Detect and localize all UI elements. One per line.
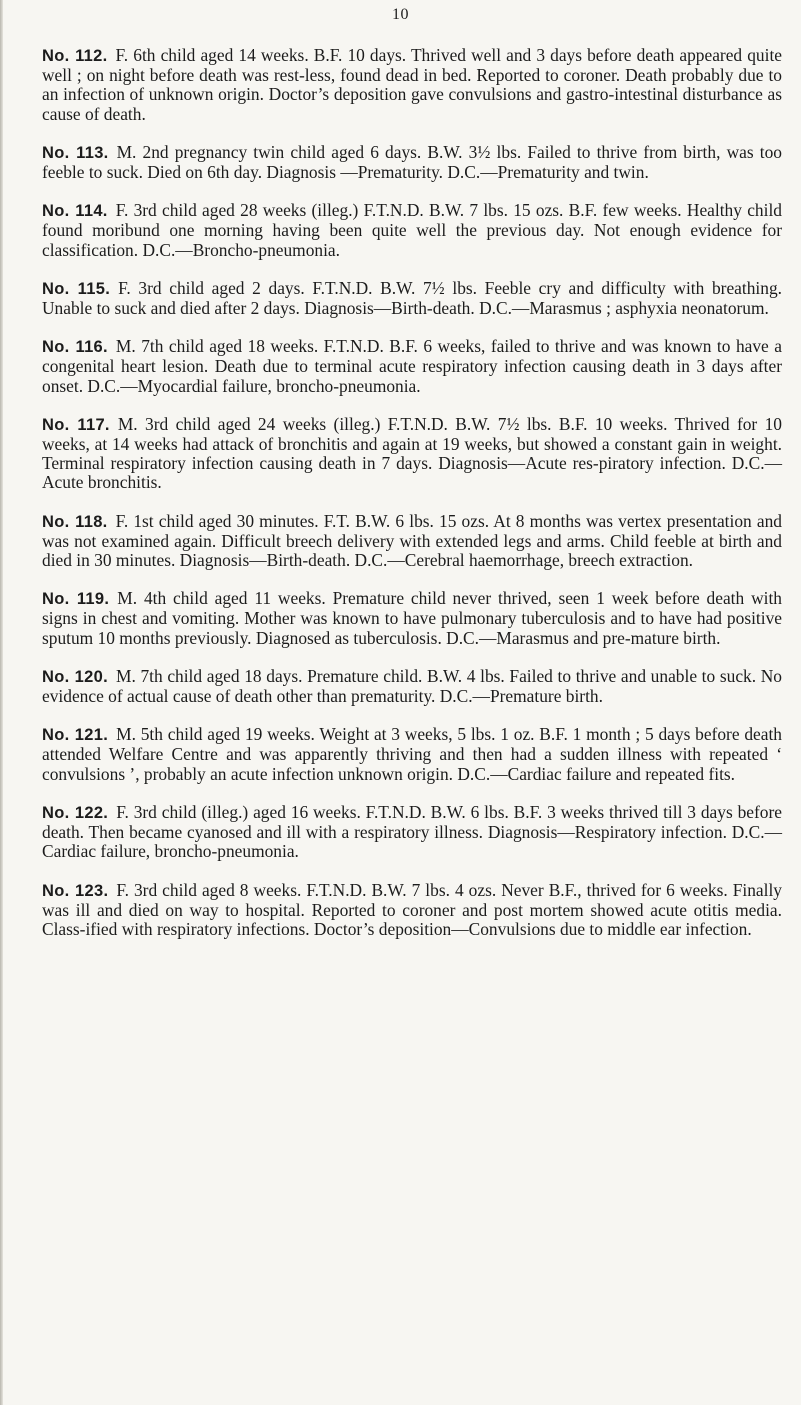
- case-text: F. 3rd child aged 8 weeks. F.T.N.D. B.W. 7 lbs. 4 ozs. Never B.F., thrived for 6 weeks. Finally was ill and died on way to hospital. Reported to coroner and post mortem showed acute otitis media. Class-ified with respiratory infections. Doctor’s deposition—Convulsions due to middle ear infection.: [42, 879, 782, 939]
- case-entry: [42, 143, 782, 182]
- case-text: M. 5th child aged 19 weeks. Weight at 3 weeks, 5 lbs. 1 oz. B.F. 1 month ; 5 days before death attended Welfare Centre and was apparently thriving and then had a sudden illness with repeated ‘ convulsions ’, probably an acute infection unknown origin. D.C.—Cardiac failure and repeated fits.: [42, 724, 782, 784]
- case-number: No. 115.: [42, 279, 111, 298]
- case-number: No. 123.: [42, 881, 109, 900]
- case-text: F. 3rd child aged 28 weeks (illeg.) F.T.N.D. B.W. 7 lbs. 15 ozs. B.F. few weeks. Healthy child found moribund one morning having been quite well the previous day. Not enough evidence for classification. D.C.—Broncho-pneumonia.: [42, 200, 782, 260]
- case-text: F. 1st child aged 30 minutes. F.T. B.W. 6 lbs. 15 ozs. At 8 months was vertex presentation and was not examined again. Difficult breech delivery with extended legs and arms. Child feeble at birth and died in 30 minutes. Diagnosis—Birth-death. D.C.—Cerebral haemorrhage, breech extraction.: [42, 510, 782, 571]
- case-entry: [42, 415, 782, 493]
- case-text: M. 4th child aged 11 weeks. Premature child never thrived, seen 1 week before death with signs in chest and vomiting. Mother was known to have pulmonary tuberculosis and to have had positive sputum 10 months previously. Diagnosed as tuberculosis. D.C.—Marasmus and pre-mature birth.: [42, 588, 782, 648]
- case-entry: [42, 201, 782, 260]
- case-entry: [42, 337, 782, 396]
- case-entry: [42, 881, 782, 940]
- case-entry: [42, 725, 782, 784]
- case-entry: [42, 512, 782, 571]
- case-number: No. 121.: [42, 726, 109, 745]
- case-entry: [42, 667, 782, 706]
- case-entry: [42, 803, 782, 862]
- case-entry: [42, 46, 782, 124]
- page-edge: [0, 0, 3, 1405]
- case-text: F. 3rd child aged 2 days. F.T.N.D. B.W. 7½ lbs. Feeble cry and difficulty with breathing. Unable to suck and died after 2 days. Diagnosis—Birth-death. D.C.—Marasmus ; asphyxia neonatorum.: [42, 277, 782, 319]
- case-number: No. 112.: [42, 47, 108, 65]
- page-number: 10: [392, 6, 409, 23]
- case-entries: [42, 46, 782, 958]
- case-text: M. 2nd pregnancy twin child aged 6 days. B.W. 3½ lbs. Failed to thrive from birth, was too feeble to suck. Died on 6th day. Diagnosis —Prematurity. D.C.—Prematurity and twin.: [42, 141, 782, 183]
- case-number: No. 114.: [42, 202, 108, 221]
- case-number: No. 120.: [42, 667, 108, 686]
- case-number: No. 119.: [42, 590, 110, 609]
- case-text: F. 6th child aged 14 weeks. B.F. 10 days. Thrived well and 3 days before death appeared quite well ; on night before death was rest-less, found dead in bed. Reported to coroner. Death probably due to an infection of unknown origin. Doctor’s deposition gave convulsions and gastro-intestinal disturbance as cause of death.: [42, 45, 782, 124]
- case-number: No. 118.: [42, 512, 108, 531]
- case-number: No. 116.: [42, 338, 108, 357]
- case-text: M. 3rd child aged 24 weeks (illeg.) F.T.N.D. B.W. 7½ lbs. B.F. 10 weeks. Thrived for 10 weeks, at 14 weeks had attack of bronchitis and again at 19 weeks, but showed a constant gain in weight. Terminal respiratory infection causing death in 7 days. Diagnosis—Acute res-piratory infection. D.C.—Acute bronchitis.: [42, 413, 782, 493]
- case-number: No. 122.: [42, 803, 109, 822]
- case-text: F. 3rd child (illeg.) aged 16 weeks. F.T.N.D. B.W. 6 lbs. B.F. 3 weeks thrived till 3 days before death. Then became cyanosed and ill with a respiratory illness. Diagnosis—Respiratory infection. D.C.—Cardiac failure, broncho-pneumonia.: [42, 801, 782, 862]
- case-number: No. 113.: [42, 143, 109, 162]
- case-number: No. 117.: [42, 415, 110, 434]
- case-entry: [42, 589, 782, 648]
- case-text: M. 7th child aged 18 weeks. F.T.N.D. B.F. 6 weeks, failed to thrive and was known to have a congenital heart lesion. Death due to terminal acute respiratory infection causing death in 3 days after onset. D.C.—Myocardial failure, broncho-pneumonia.: [42, 336, 782, 396]
- case-entry: [42, 279, 782, 318]
- case-text: M. 7th child aged 18 days. Premature child. B.W. 4 lbs. Failed to thrive and unable to suck. No evidence of actual cause of death other than prematurity. D.C.—Premature birth.: [42, 665, 782, 707]
